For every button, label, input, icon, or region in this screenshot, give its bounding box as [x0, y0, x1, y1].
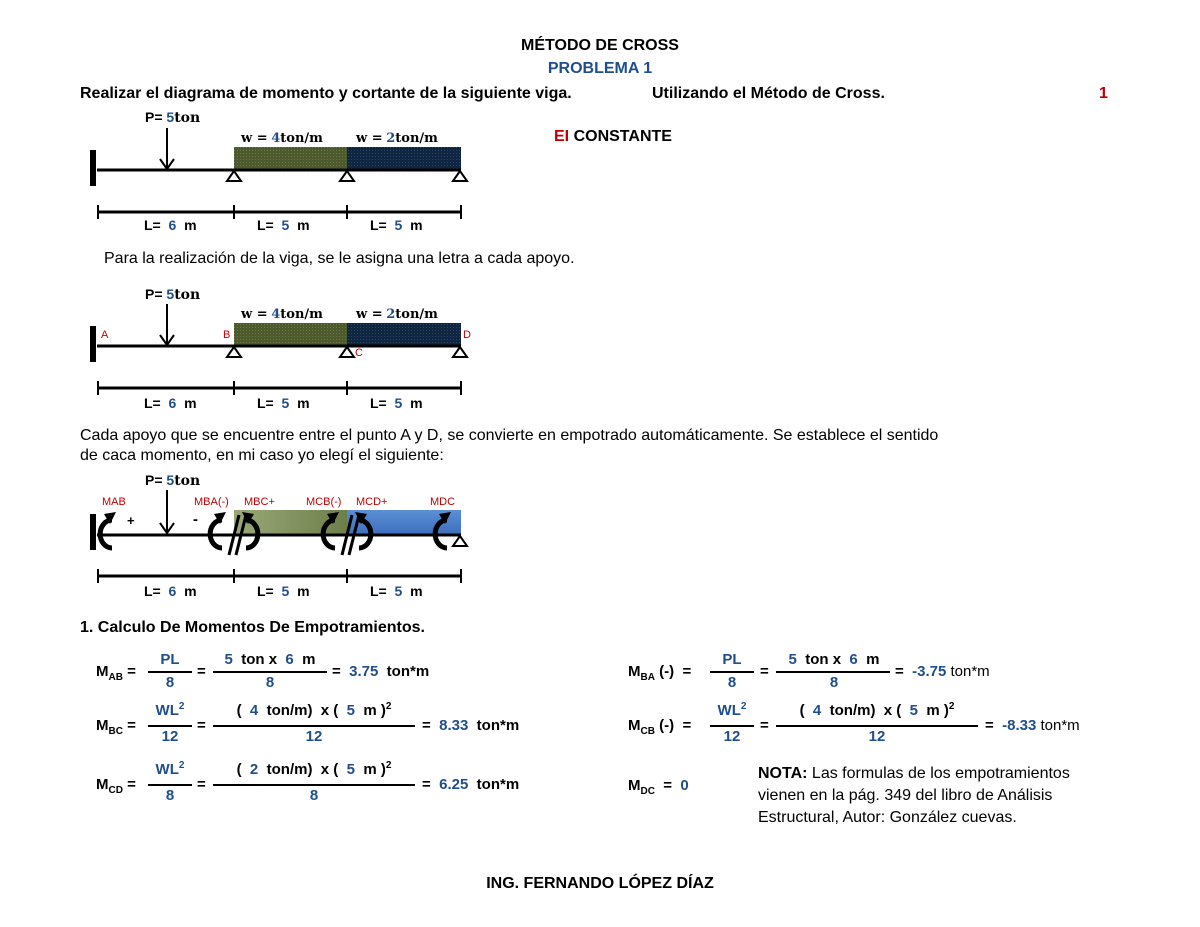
fraction-bar	[213, 784, 415, 786]
pin-support-icon	[453, 347, 467, 357]
formula-mab-den: 8	[165, 674, 175, 691]
formula-mbc-num: $WL^2$	[155, 701, 185, 719]
support-label-a: A	[101, 329, 109, 341]
equals-sign: =	[197, 776, 206, 793]
formula-mba-sub-num: 5 ton x 6 m	[788, 651, 880, 668]
formula-den: 12	[868, 728, 886, 745]
ei-value: CONSTANTE	[573, 128, 672, 145]
formula-den: 8	[265, 674, 275, 691]
equals-sign: =	[760, 717, 769, 734]
moment-label-mcb: MCB(-)	[306, 496, 342, 508]
fraction-bar	[776, 725, 978, 727]
beam-3	[90, 490, 467, 583]
w1-label: w = 4ton/m	[241, 131, 323, 146]
distributed-load-1	[234, 147, 347, 170]
fraction-bar	[213, 725, 415, 727]
distributed-load-2	[347, 147, 461, 170]
fraction-bar	[148, 671, 192, 673]
formula-den: 12	[305, 728, 323, 745]
pin-support-icon	[453, 171, 467, 181]
note-line-3: Estructural, Autor: González cuevas.	[758, 809, 1017, 826]
note-line-2: vienen en la pág. 349 del libro de Análisis	[758, 787, 1053, 804]
footer-author: ING. FERNANDO LÓPEZ DÍAZ	[486, 875, 714, 892]
formula-mcd-sub-num: ( 2 ton/m) x ( 5 m )$^2$	[236, 760, 392, 778]
problem-title: PROBLEMA 1	[547, 60, 653, 77]
formula-mba-result: = -3.75 ton*m	[895, 663, 990, 680]
support-label-d: D	[463, 329, 471, 341]
method-statement: Utilizando el Método de Cross.	[652, 85, 885, 102]
equals-sign: =	[760, 663, 769, 680]
point-load-label: P= 5ton	[145, 286, 201, 303]
support-label-c: C	[355, 347, 363, 359]
formula-mcb-lhs: $M_{CB}$ (-) =	[628, 717, 692, 737]
distributed-load-1	[234, 323, 347, 346]
note-line-1: NOTA: Las formulas de los empotramientos	[758, 765, 1070, 782]
moment-label-mcd: MCD+	[356, 496, 388, 508]
formula-mab-num: PL	[160, 651, 180, 668]
fixed-support-icon	[90, 514, 96, 550]
formula-mab-result: = 3.75 ton*m	[332, 663, 430, 680]
fraction-bar	[710, 725, 754, 727]
formula-den: 12	[161, 728, 179, 745]
formula-mcb-result: = -8.33 ton*m	[985, 717, 1080, 734]
formula-mcd-lhs: $M_{CD}$ =	[96, 776, 136, 796]
span-label-3: L= 5 m	[370, 217, 423, 233]
span-label-2: L= 5 m	[257, 583, 310, 599]
formula-den: 12	[723, 728, 741, 745]
moment-label-mbc: MBC+	[244, 496, 275, 508]
formula-mbc-lhs: $M_{BC}$ =	[96, 717, 136, 737]
fraction-bar	[776, 671, 890, 673]
formula-mcb-sub-num: ( 4 ton/m) x ( 5 m )$^2$	[799, 701, 955, 719]
minus-sign: -	[193, 511, 198, 528]
formula-mcb-num: $WL^2$	[717, 701, 747, 719]
pin-support-icon	[453, 536, 467, 546]
fixed-support-icon	[90, 150, 96, 186]
point-load-label: P= 5ton	[145, 472, 201, 489]
fraction-bar	[213, 671, 327, 673]
span-label-3: L= 5 m	[370, 395, 423, 411]
formula-den: 8	[829, 674, 839, 691]
formula-mab-lhs: $M_{AB}$ =	[96, 663, 136, 683]
formula-mbc-sub-num: ( 4 ton/m) x ( 5 m )$^2$	[236, 701, 392, 719]
formula-den: 8	[727, 674, 737, 691]
formula-mcd-result: = 6.25 ton*m	[422, 776, 520, 793]
span-label-1: L= 6 m	[144, 395, 197, 411]
w2-label: w = 2ton/m	[356, 307, 438, 322]
pin-support-icon	[340, 347, 354, 357]
fraction-bar	[148, 725, 192, 727]
w1-label: w = 4ton/m	[241, 307, 323, 322]
w2-label: w = 2ton/m	[356, 131, 438, 146]
point-load-label: P= 5ton	[145, 109, 201, 126]
formula-mba-num: PL	[722, 651, 742, 668]
moment-label-mba: MBA(-)	[194, 496, 229, 508]
span-label-2: L= 5 m	[257, 395, 310, 411]
pin-support-icon	[227, 171, 241, 181]
span-label-3: L= 5 m	[370, 583, 423, 599]
support-label-b: B	[223, 329, 231, 341]
ei-label: EI	[554, 128, 570, 145]
fraction-bar	[710, 671, 754, 673]
convention-text-1: Cada apoyo que se encuentre entre el punto A y D, se convierte en empotrado automáticamente. Se establece el sentido	[80, 427, 939, 444]
convention-text-2: de caca momento, en mi caso yo elegí el siguiente:	[80, 447, 444, 464]
formula-mdc: $M_{DC} = 0$	[628, 777, 689, 797]
formula-den: 8	[309, 787, 319, 804]
problem-statement: Realizar el diagrama de momento y cortante de la siguiente viga.	[80, 85, 572, 102]
span-label-1: L= 6 m	[144, 217, 197, 233]
formula-den: 8	[165, 787, 175, 804]
formula-mab-sub-num: 5 ton x 6 m	[224, 651, 316, 668]
span-label-2: L= 5 m	[257, 217, 310, 233]
pin-support-icon	[227, 347, 241, 357]
fixed-support-icon	[90, 326, 96, 362]
page-number: 1	[1099, 85, 1108, 102]
section-heading: 1. Calculo De Momentos De Empotramientos.	[80, 619, 425, 636]
formula-mcd-num: $WL^2$	[155, 760, 185, 778]
assign-letters-text: Para la realización de la viga, se le asigna una letra a cada apoyo.	[104, 250, 575, 267]
formula-mbc-result: = 8.33 ton*m	[422, 717, 520, 734]
formula-mba-lhs: $M_{BA}$ (-) =	[628, 663, 692, 683]
moment-label-mdc: MDC	[430, 496, 456, 508]
moment-label-mab: MAB	[102, 496, 126, 508]
doc-title: MÉTODO DE CROSS	[521, 37, 679, 54]
pin-support-icon	[340, 171, 354, 181]
fraction-bar	[148, 784, 192, 786]
distributed-load-2	[347, 323, 461, 346]
span-label-1: L= 6 m	[144, 583, 197, 599]
plus-sign: +	[127, 513, 135, 528]
equals-sign: =	[197, 663, 206, 680]
equals-sign: =	[197, 717, 206, 734]
